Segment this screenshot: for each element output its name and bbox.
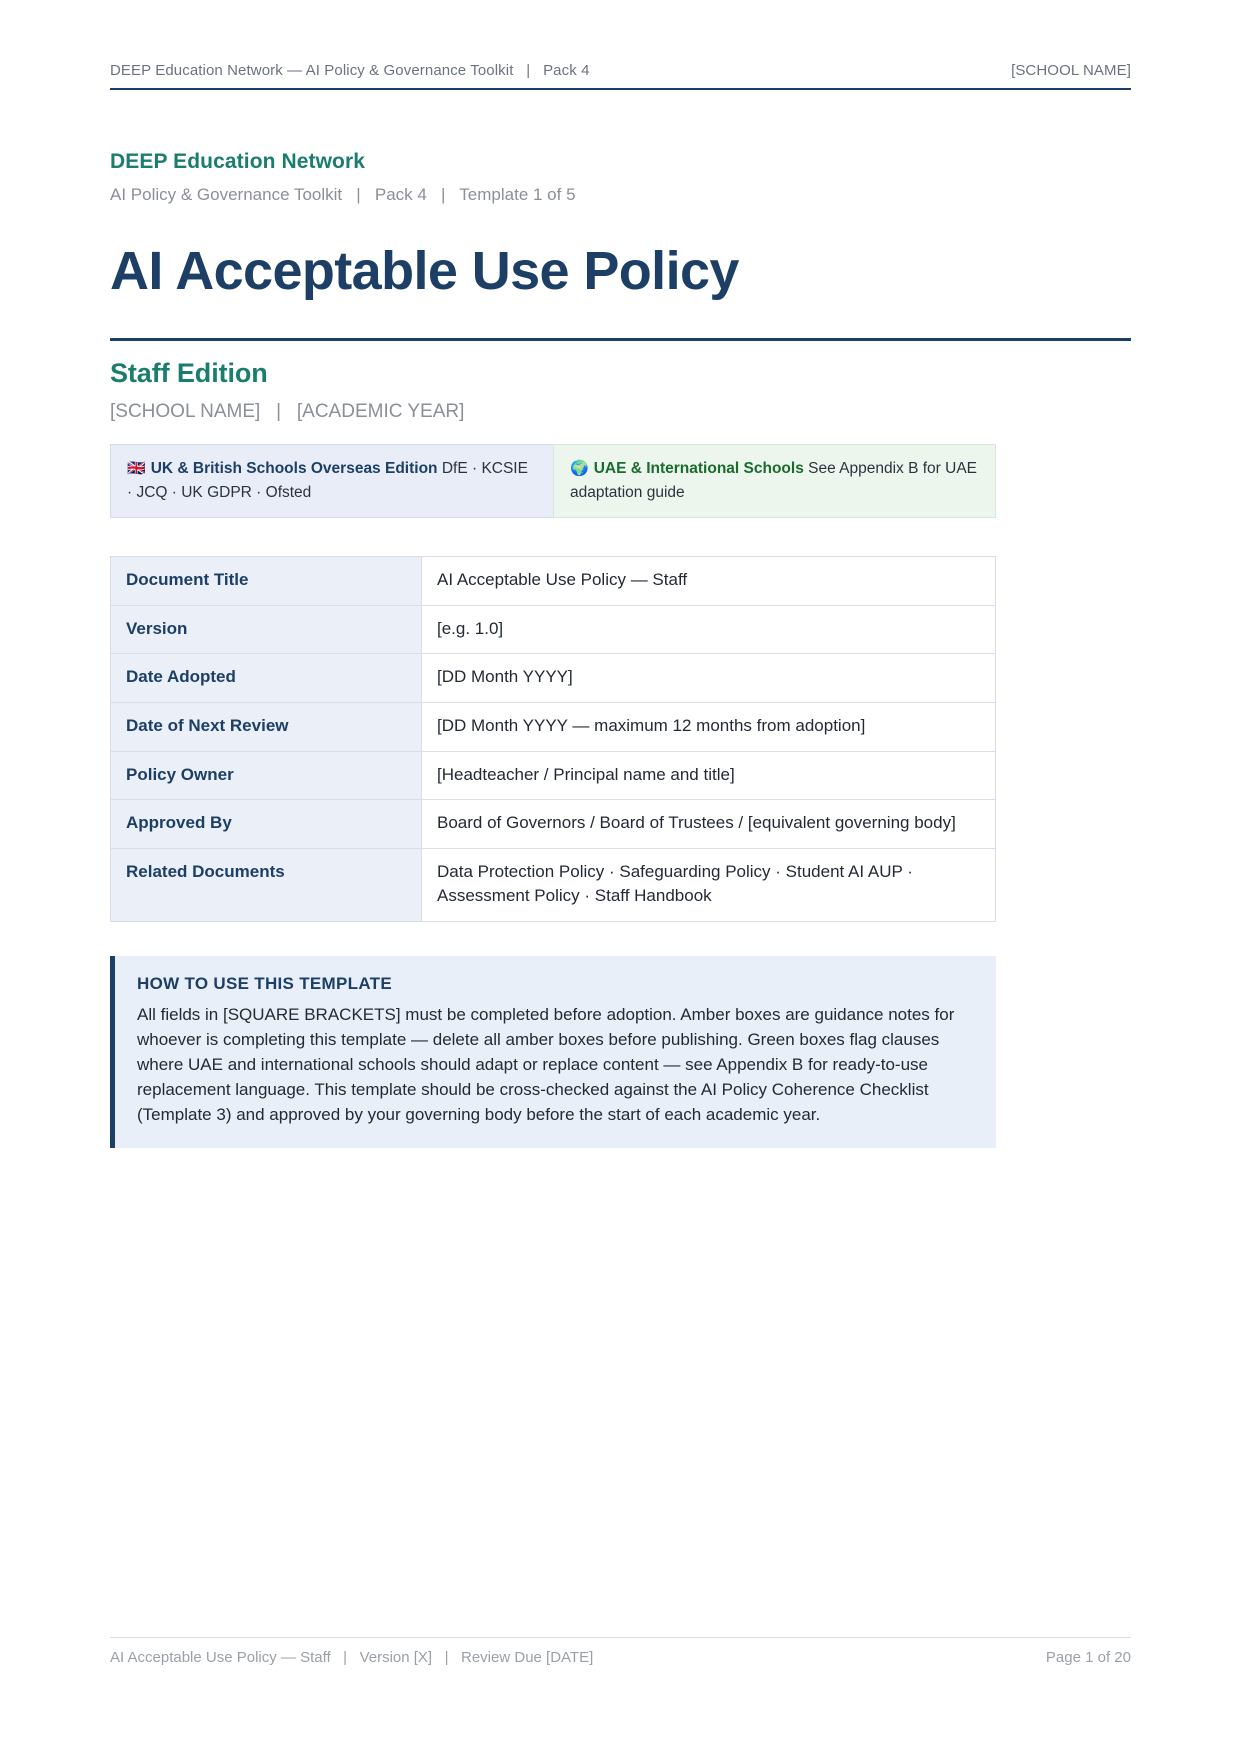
- badge-uk-title: UK & British Schools Overseas Edition: [150, 460, 438, 478]
- meta-value: [DD Month YYYY]: [422, 654, 996, 703]
- document-metadata-table: [110, 556, 996, 922]
- page-title: AI Acceptable Use Policy: [110, 241, 739, 301]
- running-footer: [110, 1637, 1131, 1666]
- callout-body: All fields in [SQUARE BRACKETS] must be completed before adoption. Amber boxes are guidance notes for whoever is completing this template — delete all amber boxes before publishing. Green boxes flag clauses where UAE and international schools should adapt or replace content — see Appendix B for ready-to-use replacement language. This template should be cross-checked against the AI Policy Coherence Checklist (Template 3) and approved by your governing body before the start of each academic year.: [137, 1005, 955, 1125]
- running-header: [110, 0, 1131, 90]
- meta-value: AI Acceptable Use Policy — Staff: [422, 556, 996, 605]
- table-row: [111, 848, 996, 921]
- meta-key: Related Documents: [111, 848, 422, 921]
- title-divider: [110, 338, 1131, 341]
- badge-uae-title: UAE & International Schools: [593, 460, 804, 478]
- badge-uk-detail: DfE · KCSIE · JCQ · UK GDPR · Ofsted: [127, 460, 528, 501]
- table-row: [111, 751, 996, 800]
- table-row: [111, 800, 996, 849]
- badge-uae: [553, 444, 996, 518]
- running-footer-left: AI Acceptable Use Policy — Staff | Version [X] | Review Due [DATE]: [110, 1649, 594, 1666]
- meta-value: Data Protection Policy · Safeguarding Policy · Student AI AUP · Assessment Policy · Staff Handbook: [422, 848, 996, 921]
- running-header-right: [SCHOOL NAME]: [1011, 62, 1131, 79]
- running-header-left: DEEP Education Network — AI Policy & Governance Toolkit | Pack 4: [110, 62, 590, 79]
- globe-icon: 🌍: [570, 460, 589, 478]
- meta-key: Date of Next Review: [111, 702, 422, 751]
- badge-uae-detail: See Appendix B for UAE adaptation guide: [570, 460, 978, 501]
- brand-name: DEEP Education Network: [110, 150, 366, 173]
- meta-key: Version: [111, 605, 422, 654]
- meta-key: Approved By: [111, 800, 422, 849]
- badge-uk: [110, 444, 553, 518]
- brand-subtitle: AI Policy & Governance Toolkit | Pack 4 | Template 1 of 5: [110, 185, 576, 204]
- edition-heading: Staff Edition: [110, 358, 268, 389]
- meta-key: Date Adopted: [111, 654, 422, 703]
- meta-value: [Headteacher / Principal name and title]: [422, 751, 996, 800]
- page-number: Page 1 of 20: [1045, 1649, 1131, 1666]
- table-row: [111, 605, 996, 654]
- school-and-year-line: [SCHOOL NAME] | [ACADEMIC YEAR]: [110, 401, 465, 423]
- meta-value: [DD Month YYYY — maximum 12 months from adoption]: [422, 702, 996, 751]
- meta-key: Policy Owner: [111, 751, 422, 800]
- jurisdiction-badges: [110, 444, 996, 518]
- meta-value: Board of Governors / Board of Trustees / [equivalent governing body]: [422, 800, 996, 849]
- table-row: [111, 556, 996, 605]
- table-row: [111, 654, 996, 703]
- meta-key: Document Title: [111, 556, 422, 605]
- brand-block: [110, 150, 1131, 205]
- how-to-use-callout: [110, 956, 996, 1148]
- table-row: [111, 702, 996, 751]
- meta-value: [e.g. 1.0]: [422, 605, 996, 654]
- callout-title: HOW TO USE THIS TEMPLATE: [137, 974, 392, 994]
- uk-flag-icon: 🇬🇧: [127, 460, 146, 478]
